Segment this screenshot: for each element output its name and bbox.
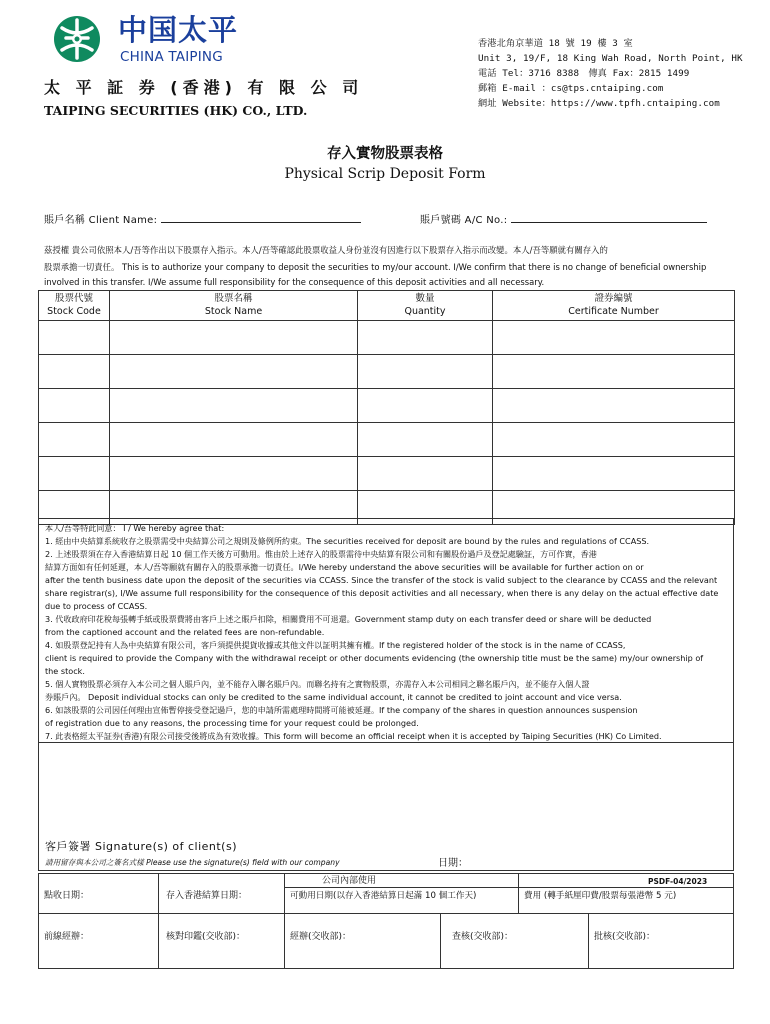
agreement-line: due to process of CCASS. bbox=[45, 601, 148, 611]
agreement-line: from the captioned account and the related fees are non-refundable. bbox=[45, 627, 325, 637]
certificate-cell[interactable] bbox=[493, 355, 735, 389]
front-office-label: 前線經辦： bbox=[44, 932, 90, 942]
certificate-cell[interactable] bbox=[493, 321, 735, 355]
stock-name-cell[interactable] bbox=[110, 389, 358, 423]
header-quantity: 數量 Quantity bbox=[358, 291, 493, 321]
quantity-cell[interactable] bbox=[358, 389, 493, 423]
quantity-cell[interactable] bbox=[358, 457, 493, 491]
ccass-deposit-date-label: 存入香港結算日期： bbox=[166, 891, 248, 901]
account-number-field[interactable] bbox=[511, 212, 707, 223]
stock-code-cell[interactable] bbox=[39, 389, 110, 423]
table-row bbox=[39, 389, 735, 423]
receipt-date-label: 點收日期： bbox=[44, 891, 90, 901]
table-header-row bbox=[39, 291, 735, 321]
stock-name-cell[interactable] bbox=[110, 355, 358, 389]
client-name-label: 賬戶名稱 Client Name: bbox=[44, 215, 158, 226]
available-date-label: 可動用日期(以存入香港結算日起滿 10 個工作天) bbox=[290, 891, 477, 901]
agreement-line: 2. 上述股票須在存入香港結算日起 10 個工作天後方可動用。惟由於上述存入的股票需待中央結算有限公司和有關股份過戶及登記處驗証，方可作實，香港 bbox=[45, 549, 597, 559]
certificate-cell[interactable] bbox=[493, 423, 735, 457]
company-name-chinese: 太 平 証 券 (香港) 有 限 公 司 bbox=[44, 78, 364, 97]
quantity-cell[interactable] bbox=[358, 321, 493, 355]
account-number-row bbox=[420, 212, 707, 227]
contact-address-cn: 香港北角京華道 18 號 19 樓 3 室 bbox=[478, 38, 633, 49]
header-certificate-number: 證券編號 Certificate Number bbox=[493, 291, 735, 321]
agreement-line: 結算方面如有任何延遲，本人/吾等願就有關存入的股票承擔一切責任。I/We hereby understand the above securities will be available for further action on or bbox=[45, 562, 644, 572]
agreement-line: after the tenth business date upon the deposit of the securities via CCASS. Since the transfer of the stock is valid subject to the clearance by CCASS and the relevant bbox=[45, 575, 718, 585]
agreement-line: 1. 經由中央結算系統收存之股票需受中央結算公司之規則及條例所約束。The securities received for deposit are bound by the rules and regulations of CCASS. bbox=[45, 536, 650, 546]
table-divider bbox=[588, 913, 589, 969]
client-name-field[interactable] bbox=[161, 212, 361, 223]
agreement-line: 6. 如該股票的公司因任何理由宣佈暫停接受登記過戶，您的申請所需處理時間將可能被延遲。If the company of the shares in question announces suspension bbox=[45, 705, 638, 715]
certificate-cell[interactable] bbox=[493, 389, 735, 423]
contact-phone-fax: 電話 Tel：3716 8388 傳真 Fax：2815 1499 bbox=[478, 68, 690, 79]
signature-note: 請用留存與本公司之簽名式樣 Please use the signature(s) field with our company bbox=[45, 858, 340, 867]
table-row bbox=[39, 355, 735, 389]
table-divider bbox=[38, 913, 734, 914]
contact-website: 網址 Website：https://www.tpfh.cntaiping.com bbox=[478, 98, 720, 109]
table-row bbox=[39, 457, 735, 491]
form-code: PSDF-04/2023 bbox=[648, 877, 708, 886]
stock-deposit-table bbox=[38, 290, 735, 525]
authorization-line-2: 股票承擔一切責任。 This is to authorize your company to deposit the securities to my/our account. I/We confirm that there is no change of beneficial ownership bbox=[44, 262, 707, 272]
stock-code-cell[interactable] bbox=[39, 423, 110, 457]
agreement-line: 3. 代收政府印花稅每張轉手紙或股票費將由客戶上述之賬戶扣除，相關費用不可退還。Government stamp duty on each transfer deed or share will be deducted bbox=[45, 614, 652, 624]
form-title-english: Physical Scrip Deposit Form bbox=[284, 166, 486, 182]
date-label: 日期： bbox=[438, 858, 468, 869]
approved-by-label: 批核(交收部)： bbox=[594, 932, 656, 942]
verify-seal-label: 核對印鑑(交收部)： bbox=[166, 932, 246, 942]
quantity-cell[interactable] bbox=[358, 423, 493, 457]
stock-code-cell[interactable] bbox=[39, 457, 110, 491]
agreement-line: 4. 如股票登記持有人為中央結算有限公司，客戶須提供提貨收據或其他文件以証明其擁有權。If the registered holder of the stock is in the name of CCASS, bbox=[45, 640, 626, 650]
logo-chinese-text: 中国太平 bbox=[118, 13, 239, 47]
agreement-intro: 本人/吾等特此同意： I / We hereby agree that: bbox=[45, 523, 225, 533]
account-number-label: 賬戶號碼 A/C No.: bbox=[420, 215, 508, 226]
authorization-line-3: involved in this transfer. I/We assume full responsibility for the consequence of this deposit activities and all necessary. bbox=[44, 277, 545, 287]
stock-name-cell[interactable] bbox=[110, 457, 358, 491]
table-divider bbox=[440, 913, 441, 969]
agreement-line: 7. 此表格經太平証券(香港)有限公司接受後將成為有效收據。This form will become an official receipt when it is accepted by Taiping Securities (HK) Co Limited. bbox=[45, 731, 662, 741]
agreement-line: share registrar(s), I/We assume full responsibility for the consequence of this deposit activities and all necessary, when there is any delay on the actual effective date bbox=[45, 588, 719, 598]
header-stock-code: 股票代號 Stock Code bbox=[39, 291, 110, 321]
china-taiping-logo-icon bbox=[52, 14, 102, 64]
agreement-line: 5. 個人實物股票必須存入本公司之個人賬戶內，並不能存入聯名賬戶內。而聯名持有之實物股票，亦需存入本公司相同之聯名賬戶內，並不能存入個人證 bbox=[45, 679, 590, 689]
table-row bbox=[39, 321, 735, 355]
fee-label: 費用 (轉手紙厘印費/股票每張港幣 5 元) bbox=[524, 891, 677, 901]
contact-address-en: Unit 3, 19/F, 18 King Wah Road, North Point, HK bbox=[478, 53, 743, 64]
logo-english-text: CHINA TAIPING bbox=[120, 49, 223, 65]
agreement-line: client is required to provide the Company with the withdrawal receipt or other documents evidencing (the ownership title must be the same) my/our ownership of bbox=[45, 653, 704, 663]
contact-email: 郵箱 E-mail ：cs@tps.cntaiping.com bbox=[478, 83, 664, 94]
agreement-line: the stock. bbox=[45, 666, 85, 676]
header-stock-name: 股票名稱 Stock Name bbox=[110, 291, 358, 321]
signature-label: 客戶簽署 Signature(s) of client(s) bbox=[45, 840, 237, 853]
table-divider bbox=[158, 873, 159, 969]
table-divider bbox=[518, 873, 519, 913]
handled-by-label: 經辦(交收部)： bbox=[290, 932, 352, 942]
client-name-row bbox=[44, 212, 361, 227]
agreement-line: 券賬戶內。 Deposit individual stocks can only be credited to the same individual account, it cannot be credited to joint account and vice versa. bbox=[45, 692, 622, 702]
agreement-line: of registration due to any reasons, the processing time for your request could be prolonged. bbox=[45, 718, 419, 728]
table-row bbox=[39, 423, 735, 457]
certificate-cell[interactable] bbox=[493, 457, 735, 491]
stock-code-cell[interactable] bbox=[39, 355, 110, 389]
stock-name-cell[interactable] bbox=[110, 321, 358, 355]
stock-name-cell[interactable] bbox=[110, 423, 358, 457]
checked-by-label: 查核(交收部)： bbox=[452, 932, 514, 942]
form-title-chinese: 存入實物股票表格 bbox=[327, 146, 443, 162]
authorization-line-1: 茲授權 貴公司依照本人/吾等作出以下股票存入指示。本人/吾等確認此股票收益人身份並沒有因進行以下股票存入指示而改變。本人/吾等願就有關存入的 bbox=[44, 245, 608, 255]
stock-code-cell[interactable] bbox=[39, 321, 110, 355]
company-name-english: TAIPING SECURITIES (HK) CO., LTD. bbox=[44, 103, 308, 118]
internal-use-label: 公司內部使用 bbox=[322, 876, 377, 886]
quantity-cell[interactable] bbox=[358, 355, 493, 389]
